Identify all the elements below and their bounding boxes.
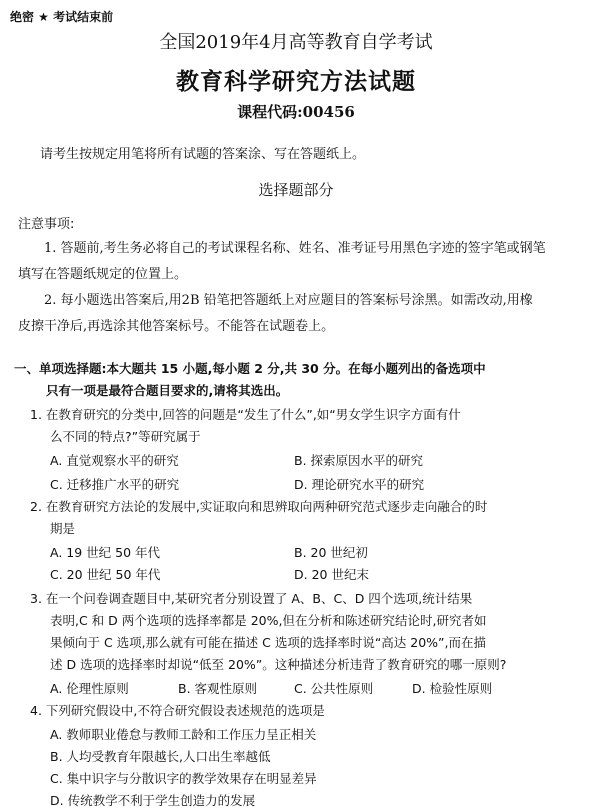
part1-heading-line-2: 只有一项是最符合题目要求的,请将其选出。 — [46, 383, 289, 398]
notice-item-2-line-1: 2. 每小题选出答案后,用2B 铅笔把答题纸上对应题目的答案标号涂黑。如需改动,用橡 — [44, 293, 533, 308]
question-3-line-3: 果倾向于 C 选项,那么就有可能在描述 C 选项的选择率时说“高达 20%”,而在描 — [50, 635, 487, 650]
question-1-option-b: B. 探索原因水平的研究 — [294, 453, 424, 468]
question-3-line-4: 述 D 选项的选择率时却说“低至 20%”。这种描述分析违背了教育研究的哪一原则? — [50, 657, 507, 672]
question-1-line-1: 1. 在教育研究的分类中,回答的问题是“发生了什么”,如“男女学生识字方面有什 — [30, 407, 461, 422]
notice-item-2-line-2: 皮擦干净后,再选涂其他答案标号。不能答在试题卷上。 — [18, 319, 335, 334]
exam-title: 全国2019年4月高等教育自学考试 — [159, 32, 433, 53]
question-3-option-d: D. 检验性原则 — [412, 681, 493, 696]
section-title: 选择题部分 — [258, 181, 334, 199]
question-1-option-a: A. 直觉观察水平的研究 — [50, 453, 179, 468]
question-2-line-2: 期是 — [50, 521, 76, 536]
notice-item-1-line-2: 填写在答题纸规定的位置上。 — [18, 267, 188, 282]
question-4-option-b: B. 人均受教育年限越长,人口出生率越低 — [50, 749, 271, 764]
question-3-option-a: A. 伦理性原则 — [50, 681, 129, 696]
question-1-option-c: C. 迁移推广水平的研究 — [50, 477, 180, 492]
question-3-option-c: C. 公共性原则 — [294, 681, 374, 696]
paper-title: 教育科学研究方法试题 — [176, 68, 416, 95]
secret-label: 绝密 ★ 考试结束前 — [10, 10, 114, 24]
question-2-line-1: 2. 在教育研究方法论的发展中,实证取向和思辨取向两种研究范式逐步走向融合的时 — [30, 499, 488, 514]
course-code: 课程代码:00456 — [237, 103, 355, 121]
notice-heading: 注意事项: — [18, 217, 75, 232]
question-2-option-a: A. 19 世纪 50 年代 — [50, 545, 161, 560]
question-4-line-1: 4. 下列研究假设中,不符合研究假设表述规范的选项是 — [30, 703, 325, 718]
instruction-text: 请考生按规定用笔将所有试题的答案涂、写在答题纸上。 — [40, 147, 366, 162]
question-4-option-a: A. 教师职业倦怠与教师工龄和工作压力呈正相关 — [50, 727, 317, 742]
question-3-option-b: B. 客观性原则 — [178, 681, 258, 696]
part1-heading-line-1: 一、单项选择题:本大题共 15 小题,每小题 2 分,共 30 分。在每小题列出的备选项中 — [14, 361, 486, 376]
question-2-option-d: D. 20 世纪末 — [294, 567, 369, 582]
notice-item-1-line-1: 1. 答题前,考生务必将自己的考试课程名称、姓名、准考证号用黑色字迹的签字笔或钢笔 — [44, 241, 546, 256]
question-2-option-b: B. 20 世纪初 — [294, 545, 368, 560]
question-1-line-2: 么不同的特点?”等研究属于 — [50, 429, 201, 444]
question-2-option-c: C. 20 世纪 50 年代 — [50, 567, 161, 582]
question-3-line-1: 3. 在一个问卷调查题目中,某研究者分别设置了 A、B、C、D 四个选项,统计结果 — [30, 591, 473, 606]
question-3-line-2: 表明,C 和 D 两个选项的选择率都是 20%,但在分析和陈述研究结论时,研究者如 — [50, 613, 487, 628]
question-4-option-d: D. 传统教学不利于学生创造力的发展 — [50, 793, 256, 808]
question-4-option-c: C. 集中识字与分散识字的教学效果存在明显差异 — [50, 771, 317, 786]
question-1-option-d: D. 理论研究水平的研究 — [294, 477, 425, 492]
